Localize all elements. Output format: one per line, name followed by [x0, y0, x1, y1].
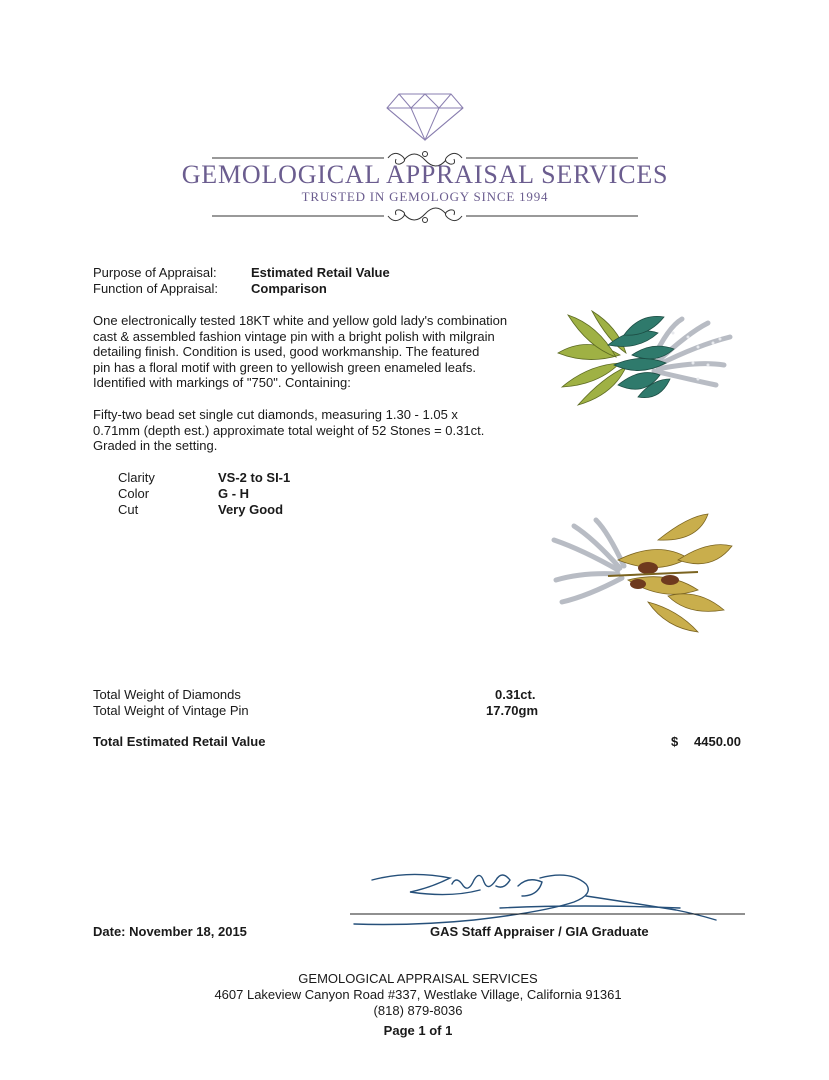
clarity-label: Clarity [118, 470, 155, 485]
total-diamond-weight-label: Total Weight of Diamonds [93, 687, 241, 702]
function-label: Function of Appraisal: [93, 281, 219, 296]
company-logo-title: GEMOLOGICAL APPRAISAL SERVICES [181, 160, 669, 189]
appraisal-date: Date: November 18, 2015 [93, 924, 247, 939]
flourish-ornament-icon [212, 206, 638, 226]
total-retail-label: Total Estimated Retail Value [93, 734, 266, 749]
company-tagline: TRUSTED IN GEMOLOGY SINCE 1994 [301, 189, 549, 204]
total-pin-weight-value: 17.70gm [486, 703, 539, 718]
clarity-value: VS-2 to SI-1 [218, 470, 291, 485]
description-line: One electronically tested 18KT white and yellow gold lady's combination [93, 313, 508, 328]
appraiser-title: GAS Staff Appraiser / GIA Graduate [430, 924, 649, 939]
diamond-logo-icon [385, 92, 465, 142]
signature-mark [350, 868, 745, 928]
diamond-description [93, 407, 543, 454]
cut-value: Very Good [218, 502, 284, 517]
pin-front-photo [548, 305, 738, 415]
currency-symbol: $ [671, 734, 679, 749]
page-number: Page 1 of 1 [383, 1023, 453, 1038]
total-retail-value: 4450.00 [694, 734, 741, 749]
footer-address: 4607 Lakeview Canyon Road #337, Westlake Village, California 91361 [214, 987, 622, 1002]
diamond-line: Fifty-two bead set single cut diamonds, measuring 1.30 - 1.05 x [93, 407, 458, 422]
color-label: Color [118, 486, 150, 501]
description-line: detailing finish. Condition is used, good workmanship. The featured [93, 344, 480, 359]
description-line: cast & assembled fashion vintage pin with a bright polish with milgrain [93, 328, 495, 344]
total-diamond-weight-value: 0.31ct. [495, 687, 536, 702]
cut-label: Cut [118, 502, 139, 517]
diamond-line: 0.71mm (depth est.) approximate total weight of 52 Stones = 0.31ct. [93, 422, 485, 438]
footer-company: GEMOLOGICAL APPRAISAL SERVICES [298, 971, 538, 986]
purpose-value: Estimated Retail Value [251, 265, 390, 280]
footer-phone: (818) 879-8036 [373, 1003, 463, 1018]
color-value: G - H [218, 486, 250, 501]
description-line: Identified with markings of "750". Containing: [93, 375, 351, 390]
item-description [93, 313, 543, 391]
purpose-label: Purpose of Appraisal: [93, 265, 217, 280]
pin-back-photo [548, 510, 738, 640]
total-pin-weight-label: Total Weight of Vintage Pin [93, 703, 249, 718]
diamond-line: Graded in the setting. [93, 438, 218, 453]
function-value: Comparison [251, 281, 327, 296]
description-line: pin has a floral motif with green to yellowish green enameled leafs. [93, 359, 476, 375]
